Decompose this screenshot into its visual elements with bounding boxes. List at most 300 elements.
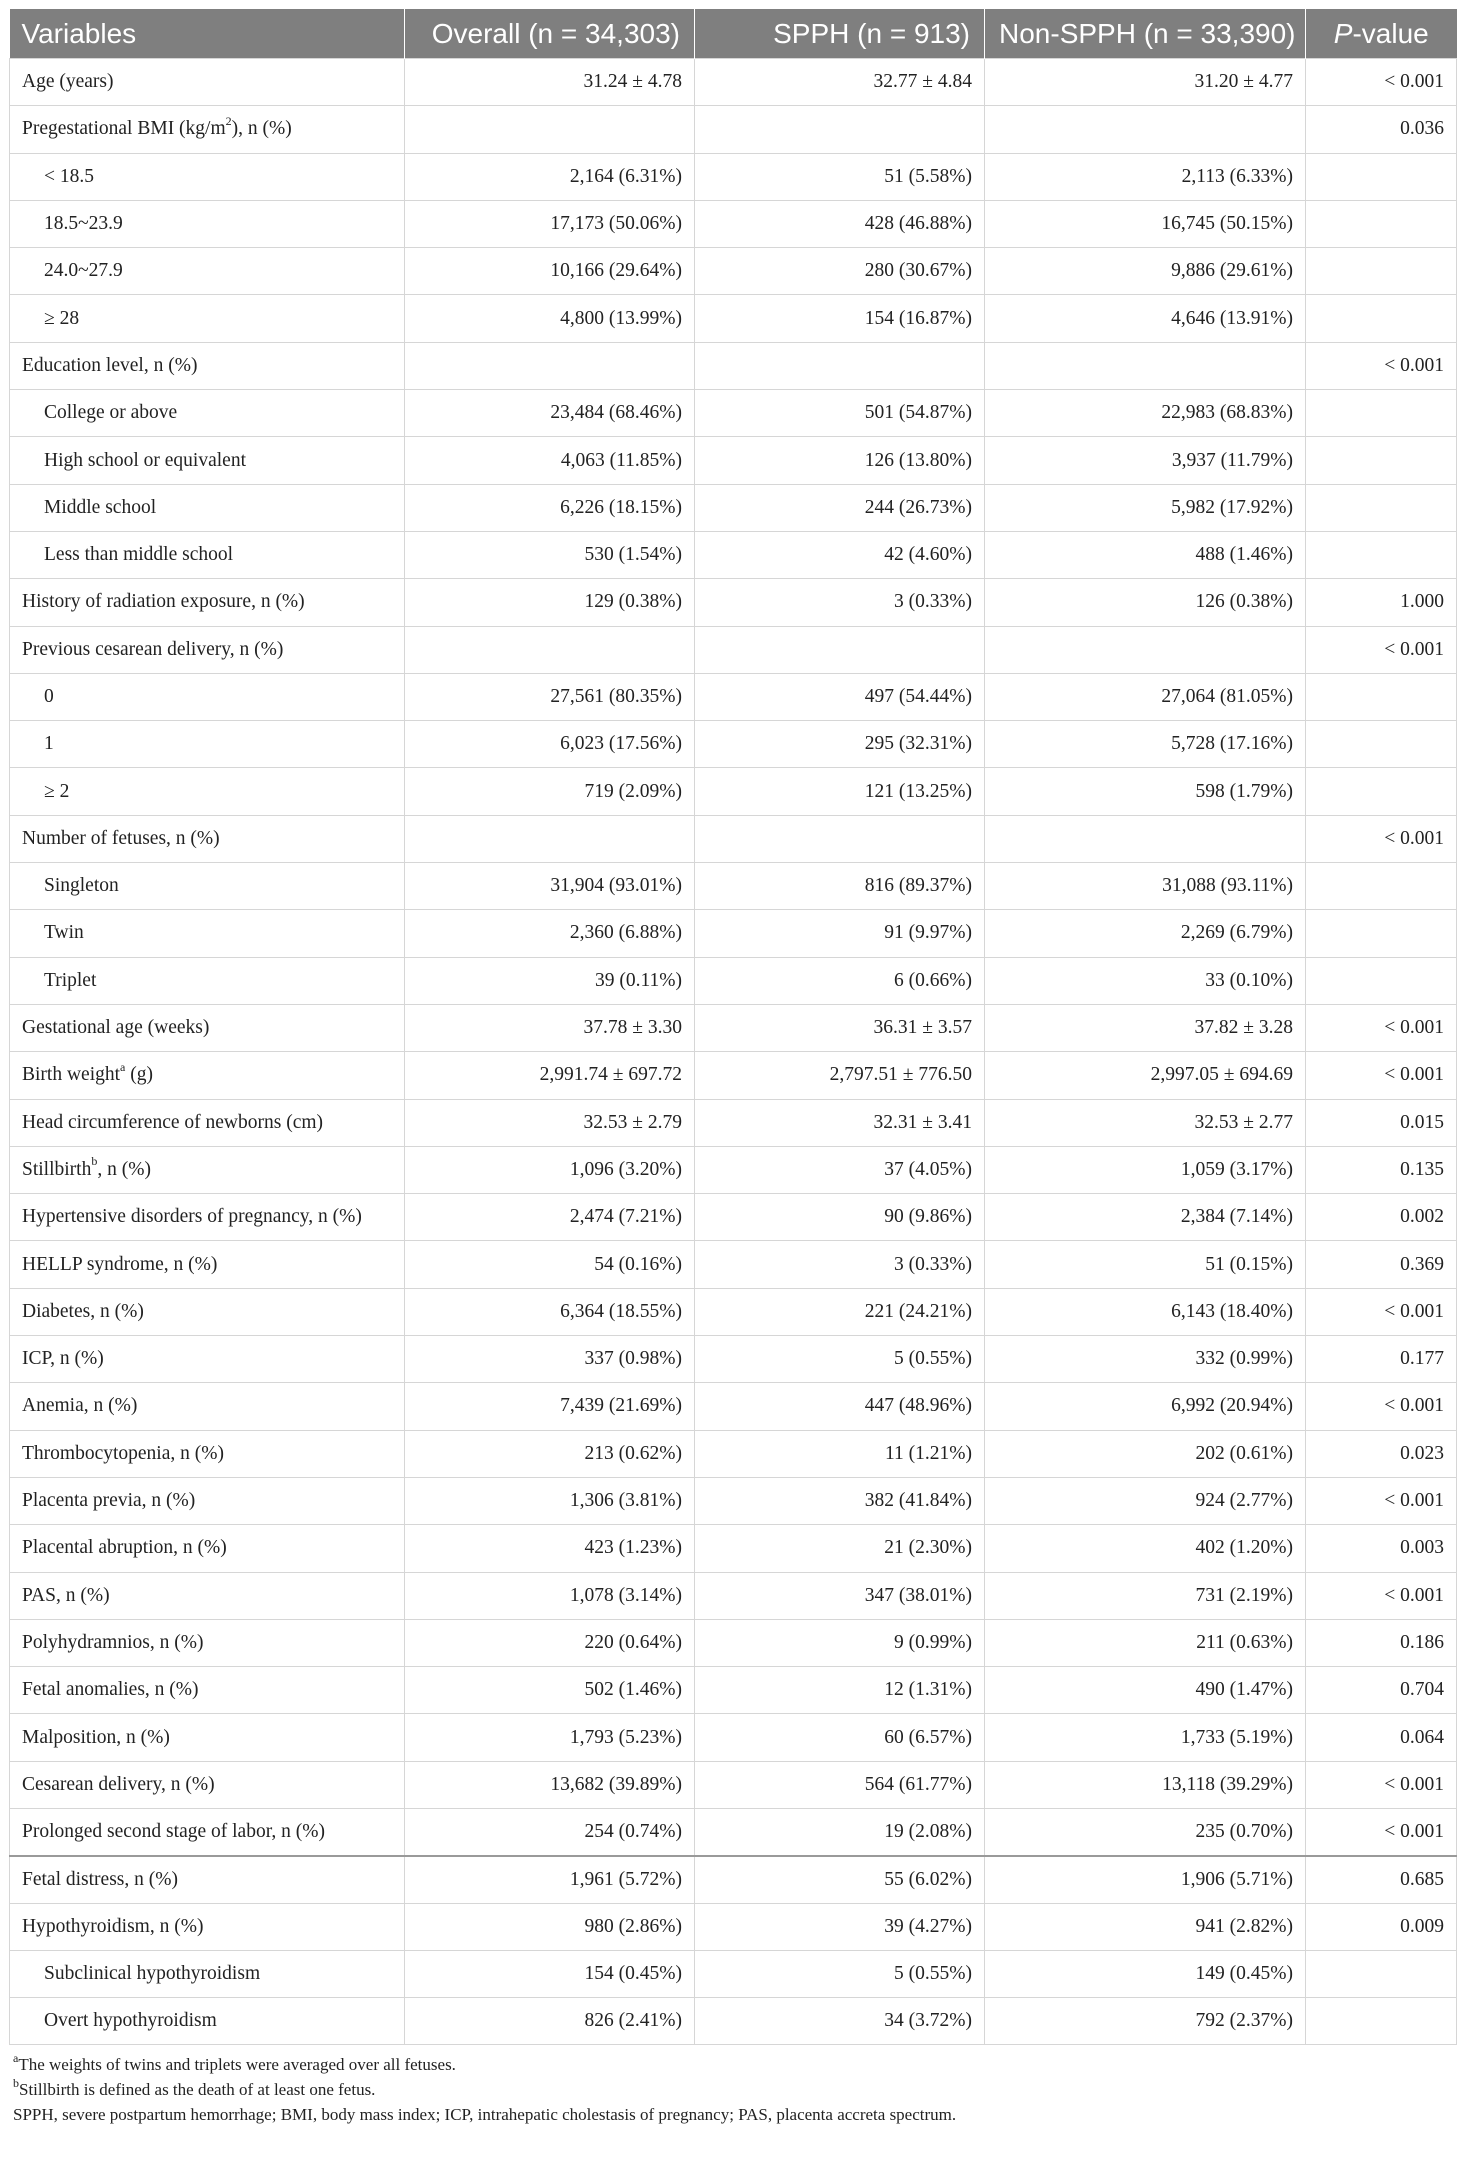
cell-p-value: [1306, 200, 1457, 247]
cell-variable: [10, 910, 405, 957]
cell-spph: 126 (13.80%): [695, 437, 985, 484]
cell-p-value: < 0.001: [1306, 815, 1457, 862]
variable-label: Malposition, n (%): [22, 1726, 170, 1748]
cell-non-spph: 27,064 (81.05%): [985, 673, 1306, 720]
cell-p-value: [1306, 153, 1457, 200]
variable-label: Singleton: [44, 875, 119, 897]
cell-variable: [10, 1194, 405, 1241]
table-row: [10, 1808, 1457, 1855]
variable-label: < 18.5: [44, 165, 94, 187]
header-non-spph: Non-SPPH (n = 33,390): [985, 9, 1306, 59]
table-row: [10, 390, 1457, 437]
cell-overall: 2,360 (6.88%): [405, 910, 695, 957]
variable-label: Hypothyroidism, n (%): [22, 1915, 204, 1937]
cell-spph: 91 (9.97%): [695, 910, 985, 957]
cell-overall: 254 (0.74%): [405, 1808, 695, 1855]
variable-label: Previous cesarean delivery, n (%): [22, 638, 284, 660]
cell-overall: 39 (0.11%): [405, 957, 695, 1004]
cell-variable: [10, 1525, 405, 1572]
cell-p-value: [1306, 531, 1457, 578]
cell-non-spph: 2,269 (6.79%): [985, 910, 1306, 957]
cell-spph: 154 (16.87%): [695, 295, 985, 342]
table-row: [10, 1619, 1457, 1666]
cell-non-spph: 2,384 (7.14%): [985, 1194, 1306, 1241]
cell-p-value: < 0.001: [1306, 342, 1457, 389]
cell-p-value: 0.369: [1306, 1241, 1457, 1288]
cell-p-value: [1306, 721, 1457, 768]
footnote: [13, 2077, 1456, 2102]
cell-variable: [10, 1477, 405, 1524]
table-row: [10, 531, 1457, 578]
cell-spph: 428 (46.88%): [695, 200, 985, 247]
cell-variable: [10, 1950, 405, 1997]
variable-label: Polyhydramnios, n (%): [22, 1631, 204, 1653]
cell-overall: 1,078 (3.14%): [405, 1572, 695, 1619]
table-container: [9, 9, 1456, 2127]
table-row: [10, 1288, 1457, 1335]
cell-variable: [10, 1430, 405, 1477]
cell-p-value: [1306, 957, 1457, 1004]
cell-spph: 501 (54.87%): [695, 390, 985, 437]
cell-variable: [10, 1099, 405, 1146]
cell-overall: 826 (2.41%): [405, 1998, 695, 2045]
cell-spph: 21 (2.30%): [695, 1525, 985, 1572]
cell-non-spph: 5,982 (17.92%): [985, 484, 1306, 531]
table-row: [10, 957, 1457, 1004]
cell-non-spph: 33 (0.10%): [985, 957, 1306, 1004]
characteristics-table: [9, 9, 1457, 2045]
cell-non-spph: 941 (2.82%): [985, 1903, 1306, 1950]
cell-overall: 2,474 (7.21%): [405, 1194, 695, 1241]
cell-spph: 12 (1.31%): [695, 1667, 985, 1714]
table-header: [10, 9, 1457, 59]
header-p-italic: P: [1333, 17, 1353, 49]
cell-overall: 1,306 (3.81%): [405, 1477, 695, 1524]
table-row: [10, 1241, 1457, 1288]
cell-p-value: < 0.001: [1306, 1052, 1457, 1099]
cell-p-value: 0.064: [1306, 1714, 1457, 1761]
cell-non-spph: 2,997.05 ± 694.69: [985, 1052, 1306, 1099]
cell-overall: 6,023 (17.56%): [405, 721, 695, 768]
variable-label: 1: [44, 733, 54, 755]
cell-variable: [10, 248, 405, 295]
cell-variable: [10, 1714, 405, 1761]
table-row: [10, 815, 1457, 862]
cell-variable: [10, 768, 405, 815]
variable-label: Placenta previa, n (%): [22, 1490, 196, 1512]
table-row: [10, 910, 1457, 957]
cell-overall: 37.78 ± 3.30: [405, 1004, 695, 1051]
cell-overall: [405, 815, 695, 862]
cell-variable: [10, 626, 405, 673]
cell-overall: 719 (2.09%): [405, 768, 695, 815]
cell-spph: 347 (38.01%): [695, 1572, 985, 1619]
cell-variable: [10, 200, 405, 247]
cell-spph: 244 (26.73%): [695, 484, 985, 531]
cell-overall: 27,561 (80.35%): [405, 673, 695, 720]
variable-label: PAS, n (%): [22, 1584, 110, 1606]
cell-variable: [10, 1336, 405, 1383]
cell-variable: [10, 1004, 405, 1051]
cell-non-spph: [985, 342, 1306, 389]
cell-variable: [10, 1572, 405, 1619]
cell-variable: [10, 1903, 405, 1950]
variable-label: Overt hypothyroidism: [44, 2010, 217, 2032]
variable-label: Anemia, n (%): [22, 1395, 138, 1417]
cell-overall: 1,096 (3.20%): [405, 1146, 695, 1193]
table-row: [10, 295, 1457, 342]
cell-overall: 7,439 (21.69%): [405, 1383, 695, 1430]
cell-spph: 280 (30.67%): [695, 248, 985, 295]
cell-non-spph: 37.82 ± 3.28: [985, 1004, 1306, 1051]
table-row: [10, 673, 1457, 720]
table-body: [10, 59, 1457, 2045]
cell-overall: 32.53 ± 2.79: [405, 1099, 695, 1146]
cell-spph: 221 (24.21%): [695, 1288, 985, 1335]
label-superscript: b: [91, 1154, 98, 1169]
cell-p-value: < 0.001: [1306, 1761, 1457, 1808]
cell-overall: 2,991.74 ± 697.72: [405, 1052, 695, 1099]
cell-non-spph: 31.20 ± 4.77: [985, 59, 1306, 106]
cell-variable: [10, 863, 405, 910]
table-row: [10, 1383, 1457, 1430]
variable-label: Education level, n (%): [22, 354, 198, 376]
variable-label: History of radiation exposure, n (%): [22, 591, 305, 613]
cell-non-spph: 126 (0.38%): [985, 579, 1306, 626]
cell-p-value: 0.036: [1306, 106, 1457, 153]
cell-p-value: < 0.001: [1306, 626, 1457, 673]
cell-spph: 295 (32.31%): [695, 721, 985, 768]
table-row: [10, 484, 1457, 531]
cell-overall: 6,364 (18.55%): [405, 1288, 695, 1335]
cell-variable: [10, 342, 405, 389]
cell-non-spph: 16,745 (50.15%): [985, 200, 1306, 247]
cell-overall: 31,904 (93.01%): [405, 863, 695, 910]
cell-non-spph: 149 (0.45%): [985, 1950, 1306, 1997]
cell-spph: 11 (1.21%): [695, 1430, 985, 1477]
cell-p-value: < 0.001: [1306, 1288, 1457, 1335]
cell-overall: 337 (0.98%): [405, 1336, 695, 1383]
cell-overall: 502 (1.46%): [405, 1667, 695, 1714]
label-superscript: 2: [225, 113, 232, 128]
cell-overall: 2,164 (6.31%): [405, 153, 695, 200]
cell-p-value: < 0.001: [1306, 1004, 1457, 1051]
cell-variable: [10, 1998, 405, 2045]
cell-p-value: < 0.001: [1306, 1572, 1457, 1619]
cell-non-spph: 202 (0.61%): [985, 1430, 1306, 1477]
footnote-text: The weights of twins and triplets were averaged over all fetuses.: [18, 2055, 456, 2075]
cell-variable: [10, 815, 405, 862]
cell-p-value: 0.135: [1306, 1146, 1457, 1193]
cell-non-spph: 402 (1.20%): [985, 1525, 1306, 1572]
cell-spph: 6 (0.66%): [695, 957, 985, 1004]
cell-non-spph: 1,059 (3.17%): [985, 1146, 1306, 1193]
cell-variable: [10, 957, 405, 1004]
cell-overall: 213 (0.62%): [405, 1430, 695, 1477]
cell-spph: [695, 815, 985, 862]
cell-variable: [10, 295, 405, 342]
cell-p-value: [1306, 437, 1457, 484]
variable-label: Triplet: [44, 969, 97, 991]
variable-label: 24.0~27.9: [44, 260, 123, 282]
cell-spph: 564 (61.77%): [695, 1761, 985, 1808]
cell-non-spph: 235 (0.70%): [985, 1808, 1306, 1855]
cell-spph: 497 (54.44%): [695, 673, 985, 720]
cell-non-spph: 2,113 (6.33%): [985, 153, 1306, 200]
cell-overall: 530 (1.54%): [405, 531, 695, 578]
cell-spph: 32.77 ± 4.84: [695, 59, 985, 106]
variable-label-suffix: , n (%): [97, 1158, 151, 1180]
cell-non-spph: 6,143 (18.40%): [985, 1288, 1306, 1335]
table-row: [10, 768, 1457, 815]
cell-p-value: [1306, 390, 1457, 437]
cell-non-spph: 13,118 (39.29%): [985, 1761, 1306, 1808]
table-row: [10, 248, 1457, 295]
cell-non-spph: 792 (2.37%): [985, 1998, 1306, 2045]
cell-overall: 6,226 (18.15%): [405, 484, 695, 531]
cell-overall: 129 (0.38%): [405, 579, 695, 626]
cell-spph: 816 (89.37%): [695, 863, 985, 910]
table-row: [10, 1004, 1457, 1051]
variable-label: Fetal distress, n (%): [22, 1868, 178, 1890]
variable-label: High school or equivalent: [44, 449, 246, 471]
cell-overall: 13,682 (39.89%): [405, 1761, 695, 1808]
cell-overall: 1,961 (5.72%): [405, 1856, 695, 1903]
cell-non-spph: 211 (0.63%): [985, 1619, 1306, 1666]
cell-overall: 1,793 (5.23%): [405, 1714, 695, 1761]
table-row: [10, 1477, 1457, 1524]
footnotes: [9, 2052, 1456, 2127]
cell-p-value: 0.177: [1306, 1336, 1457, 1383]
cell-non-spph: 490 (1.47%): [985, 1667, 1306, 1714]
variable-label: 0: [44, 686, 54, 707]
cell-p-value: 0.186: [1306, 1619, 1457, 1666]
cell-non-spph: 22,983 (68.83%): [985, 390, 1306, 437]
variable-label: ≥ 28: [44, 307, 80, 329]
variable-label: Pregestational BMI (kg/m: [22, 118, 226, 140]
cell-p-value: [1306, 295, 1457, 342]
cell-spph: 447 (48.96%): [695, 1383, 985, 1430]
cell-variable: [10, 531, 405, 578]
cell-variable: [10, 437, 405, 484]
cell-variable: [10, 1288, 405, 1335]
table-row: [10, 1525, 1457, 1572]
cell-p-value: 0.003: [1306, 1525, 1457, 1572]
cell-non-spph: 1,906 (5.71%): [985, 1856, 1306, 1903]
cell-non-spph: [985, 626, 1306, 673]
table-row: [10, 1856, 1457, 1903]
variable-label: 18.5~23.9: [44, 213, 123, 235]
cell-spph: 34 (3.72%): [695, 1998, 985, 2045]
cell-non-spph: 51 (0.15%): [985, 1241, 1306, 1288]
cell-spph: 2,797.51 ± 776.50: [695, 1052, 985, 1099]
cell-spph: [695, 342, 985, 389]
cell-p-value: 1.000: [1306, 579, 1457, 626]
cell-p-value: 0.685: [1306, 1856, 1457, 1903]
cell-non-spph: 3,937 (11.79%): [985, 437, 1306, 484]
cell-variable: [10, 153, 405, 200]
variable-label: Hypertensive disorders of pregnancy, n (%): [22, 1206, 362, 1228]
cell-p-value: 0.023: [1306, 1430, 1457, 1477]
header-variables: Variables: [10, 9, 405, 59]
cell-variable: [10, 59, 405, 106]
variable-label: Fetal anomalies, n (%): [22, 1679, 199, 1701]
cell-spph: 37 (4.05%): [695, 1146, 985, 1193]
table-row: [10, 863, 1457, 910]
cell-overall: 154 (0.45%): [405, 1950, 695, 1997]
cell-spph: 5 (0.55%): [695, 1336, 985, 1383]
table-row: [10, 437, 1457, 484]
variable-label: ICP, n (%): [22, 1348, 104, 1370]
cell-non-spph: 488 (1.46%): [985, 531, 1306, 578]
variable-label: Diabetes, n (%): [22, 1300, 144, 1322]
table-row: [10, 721, 1457, 768]
footnote-marker: a: [13, 2050, 19, 2065]
cell-overall: [405, 626, 695, 673]
cell-variable: [10, 673, 405, 720]
cell-spph: 121 (13.25%): [695, 768, 985, 815]
variable-label: Cesarean delivery, n (%): [22, 1773, 215, 1795]
variable-label: College or above: [44, 402, 178, 424]
variable-label: ≥ 2: [44, 780, 70, 802]
cell-variable: [10, 390, 405, 437]
cell-spph: 39 (4.27%): [695, 1903, 985, 1950]
cell-p-value: [1306, 248, 1457, 295]
variable-label: HELLP syndrome, n (%): [22, 1253, 218, 1275]
table-row: [10, 106, 1457, 153]
cell-non-spph: 9,886 (29.61%): [985, 248, 1306, 295]
table-row: [10, 1099, 1457, 1146]
label-superscript: a: [120, 1059, 126, 1074]
footnote-text: Stillbirth is defined as the death of at least one fetus.: [19, 2080, 376, 2100]
cell-overall: 423 (1.23%): [405, 1525, 695, 1572]
table-row: [10, 1146, 1457, 1193]
cell-spph: [695, 626, 985, 673]
cell-spph: [695, 106, 985, 153]
cell-variable: [10, 1052, 405, 1099]
cell-variable: [10, 484, 405, 531]
table-row: [10, 626, 1457, 673]
cell-variable: [10, 1146, 405, 1193]
cell-overall: 220 (0.64%): [405, 1619, 695, 1666]
cell-non-spph: [985, 815, 1306, 862]
table-row: [10, 342, 1457, 389]
variable-label: Head circumference of newborns (cm): [22, 1111, 324, 1133]
cell-p-value: 0.704: [1306, 1667, 1457, 1714]
cell-overall: 23,484 (68.46%): [405, 390, 695, 437]
cell-non-spph: 31,088 (93.11%): [985, 863, 1306, 910]
cell-overall: 980 (2.86%): [405, 1903, 695, 1950]
cell-spph: 9 (0.99%): [695, 1619, 985, 1666]
header-spph: SPPH (n = 913): [695, 9, 985, 59]
cell-overall: [405, 106, 695, 153]
variable-label: Middle school: [44, 496, 157, 518]
variable-label: Twin: [44, 922, 84, 944]
header-p-rest: -value: [1352, 17, 1429, 49]
footnote-marker: b: [13, 2075, 19, 2090]
cell-spph: 60 (6.57%): [695, 1714, 985, 1761]
cell-non-spph: 32.53 ± 2.77: [985, 1099, 1306, 1146]
cell-p-value: < 0.001: [1306, 1808, 1457, 1855]
cell-non-spph: 598 (1.79%): [985, 768, 1306, 815]
cell-p-value: < 0.001: [1306, 59, 1457, 106]
table-row: [10, 1761, 1457, 1808]
cell-variable: [10, 106, 405, 153]
cell-non-spph: 5,728 (17.16%): [985, 721, 1306, 768]
table-row: [10, 1336, 1457, 1383]
cell-variable: [10, 1619, 405, 1666]
table-row: [10, 153, 1457, 200]
variable-label: Thrombocytopenia, n (%): [22, 1442, 224, 1464]
cell-p-value: [1306, 863, 1457, 910]
cell-p-value: < 0.001: [1306, 1477, 1457, 1524]
cell-overall: 54 (0.16%): [405, 1241, 695, 1288]
cell-overall: 17,173 (50.06%): [405, 200, 695, 247]
variable-label: Gestational age (weeks): [22, 1017, 210, 1039]
cell-spph: 90 (9.86%): [695, 1194, 985, 1241]
table-row: [10, 59, 1457, 106]
cell-variable: [10, 1761, 405, 1808]
table-row: [10, 1903, 1457, 1950]
cell-spph: 42 (4.60%): [695, 531, 985, 578]
variable-label: Subclinical hypothyroidism: [44, 1963, 261, 1985]
table-row: [10, 1950, 1457, 1997]
cell-non-spph: 1,733 (5.19%): [985, 1714, 1306, 1761]
table-row: [10, 200, 1457, 247]
cell-p-value: [1306, 673, 1457, 720]
table-row: [10, 1194, 1457, 1241]
cell-p-value: 0.002: [1306, 1194, 1457, 1241]
cell-overall: 31.24 ± 4.78: [405, 59, 695, 106]
table-row: [10, 1667, 1457, 1714]
variable-label: Number of fetuses, n (%): [22, 827, 220, 849]
table-row: [10, 1714, 1457, 1761]
cell-p-value: 0.015: [1306, 1099, 1457, 1146]
cell-spph: 3 (0.33%): [695, 1241, 985, 1288]
cell-spph: 19 (2.08%): [695, 1808, 985, 1855]
cell-overall: 10,166 (29.64%): [405, 248, 695, 295]
cell-p-value: [1306, 484, 1457, 531]
cell-p-value: [1306, 910, 1457, 957]
cell-non-spph: 332 (0.99%): [985, 1336, 1306, 1383]
cell-spph: 5 (0.55%): [695, 1950, 985, 1997]
variable-label: Placental abruption, n (%): [22, 1537, 227, 1559]
variable-label-suffix: ), n (%): [231, 118, 292, 140]
table-row: [10, 1430, 1457, 1477]
footnote: [13, 2052, 1456, 2077]
cell-variable: [10, 1808, 405, 1855]
cell-overall: 4,063 (11.85%): [405, 437, 695, 484]
header-overall: Overall (n = 34,303): [405, 9, 695, 59]
table-row: [10, 1052, 1457, 1099]
cell-p-value: [1306, 768, 1457, 815]
variable-label: Age (years): [22, 71, 114, 93]
cell-spph: 382 (41.84%): [695, 1477, 985, 1524]
cell-variable: [10, 1241, 405, 1288]
variable-label: Stillbirth: [22, 1158, 92, 1180]
cell-variable: [10, 579, 405, 626]
variable-label: Less than middle school: [44, 544, 234, 566]
footnote: [13, 2102, 1456, 2127]
cell-spph: 32.31 ± 3.41: [695, 1099, 985, 1146]
table-row: [10, 579, 1457, 626]
cell-spph: 51 (5.58%): [695, 153, 985, 200]
cell-spph: 36.31 ± 3.57: [695, 1004, 985, 1051]
variable-label-suffix: (g): [125, 1064, 153, 1086]
cell-overall: [405, 342, 695, 389]
cell-p-value: [1306, 1998, 1457, 2045]
cell-p-value: [1306, 1950, 1457, 1997]
